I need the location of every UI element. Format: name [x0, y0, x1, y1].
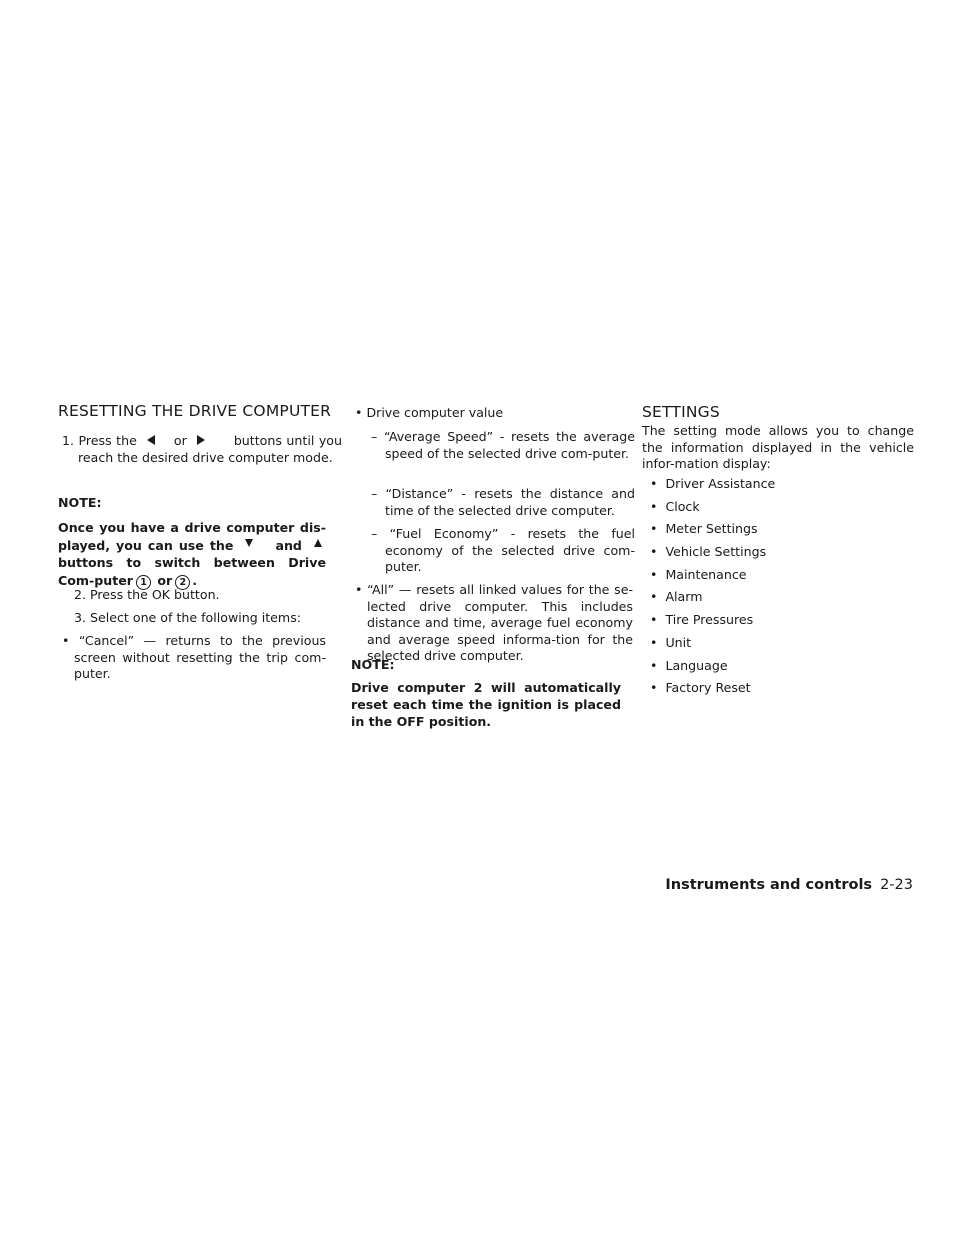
bullet-icon: • [355, 582, 368, 597]
up-arrow-icon [314, 539, 322, 547]
list-item: • Clock [650, 498, 700, 514]
list-item-cancel: • “Cancel” — returns to the previous screen without resetting the trip com-puter. [62, 633, 326, 682]
note-label: NOTE: [58, 495, 102, 510]
list-item: • Factory Reset [650, 680, 751, 696]
page-footer [665, 877, 913, 893]
bullet-icon: • [62, 633, 79, 648]
list-item: • Unit [650, 634, 692, 650]
list-item-all: • “All” — resets all linked values for the se-lected drive computer. This includes distance and time, average fuel economy and average speed informa-tion for the selected drive computer. [355, 582, 633, 664]
list-item-average-speed: – “Average Speed” - resets the average speed of the selected drive com-puter. [371, 429, 635, 461]
step-2: 2. Press the OK button. [74, 587, 220, 602]
circle-2-icon: 2 [175, 575, 190, 590]
settings-list [650, 476, 775, 703]
list-item-drive-value: • Drive computer value [355, 405, 504, 420]
circle-1-icon: 1 [136, 575, 151, 590]
list-item: • Tire Pressures [650, 612, 754, 628]
list-item: • Meter Settings [650, 521, 758, 537]
list-item-fuel-economy: – “Fuel Economy” - resets the fuel economy of the selected drive com-puter. [371, 526, 635, 575]
note-text: Once you have a drive computer dis-played, you can use the and buttons to switch between Drive Com-puter 1 or 2 . [58, 520, 326, 588]
note-text-2: Drive computer 2 will automatically reset each time the ignition is placed in the OFF position. [351, 680, 621, 729]
list-item: • Driver Assistance [650, 476, 776, 491]
bullet-icon: • [355, 405, 367, 420]
note-label-2: NOTE: [351, 657, 395, 672]
settings-intro: The setting mode allows you to change the information displayed in the vehicle infor-mation display: [642, 423, 914, 472]
section-title-settings: SETTINGS [642, 403, 720, 421]
section-title-resetting: RESETTING THE DRIVE COMPUTER [58, 402, 332, 420]
list-item-distance: – “Distance” - resets the distance and time of the selected drive computer. [371, 486, 635, 518]
list-item: • Alarm [650, 589, 703, 605]
list-item: • Vehicle Settings [650, 544, 767, 560]
left-arrow-icon [147, 435, 155, 445]
page-number: 2-23 [880, 877, 913, 893]
list-item: • Language [650, 657, 728, 673]
step-1: 1. Press the or buttons until you reach the desired drive computer mode. [62, 433, 342, 465]
step-3: 3. Select one of the following items: [74, 610, 302, 625]
down-arrow-icon [245, 539, 253, 547]
footer-section-title: Instruments and controls [665, 877, 873, 893]
list-item: • Maintenance [650, 566, 747, 582]
right-arrow-icon [197, 435, 205, 445]
